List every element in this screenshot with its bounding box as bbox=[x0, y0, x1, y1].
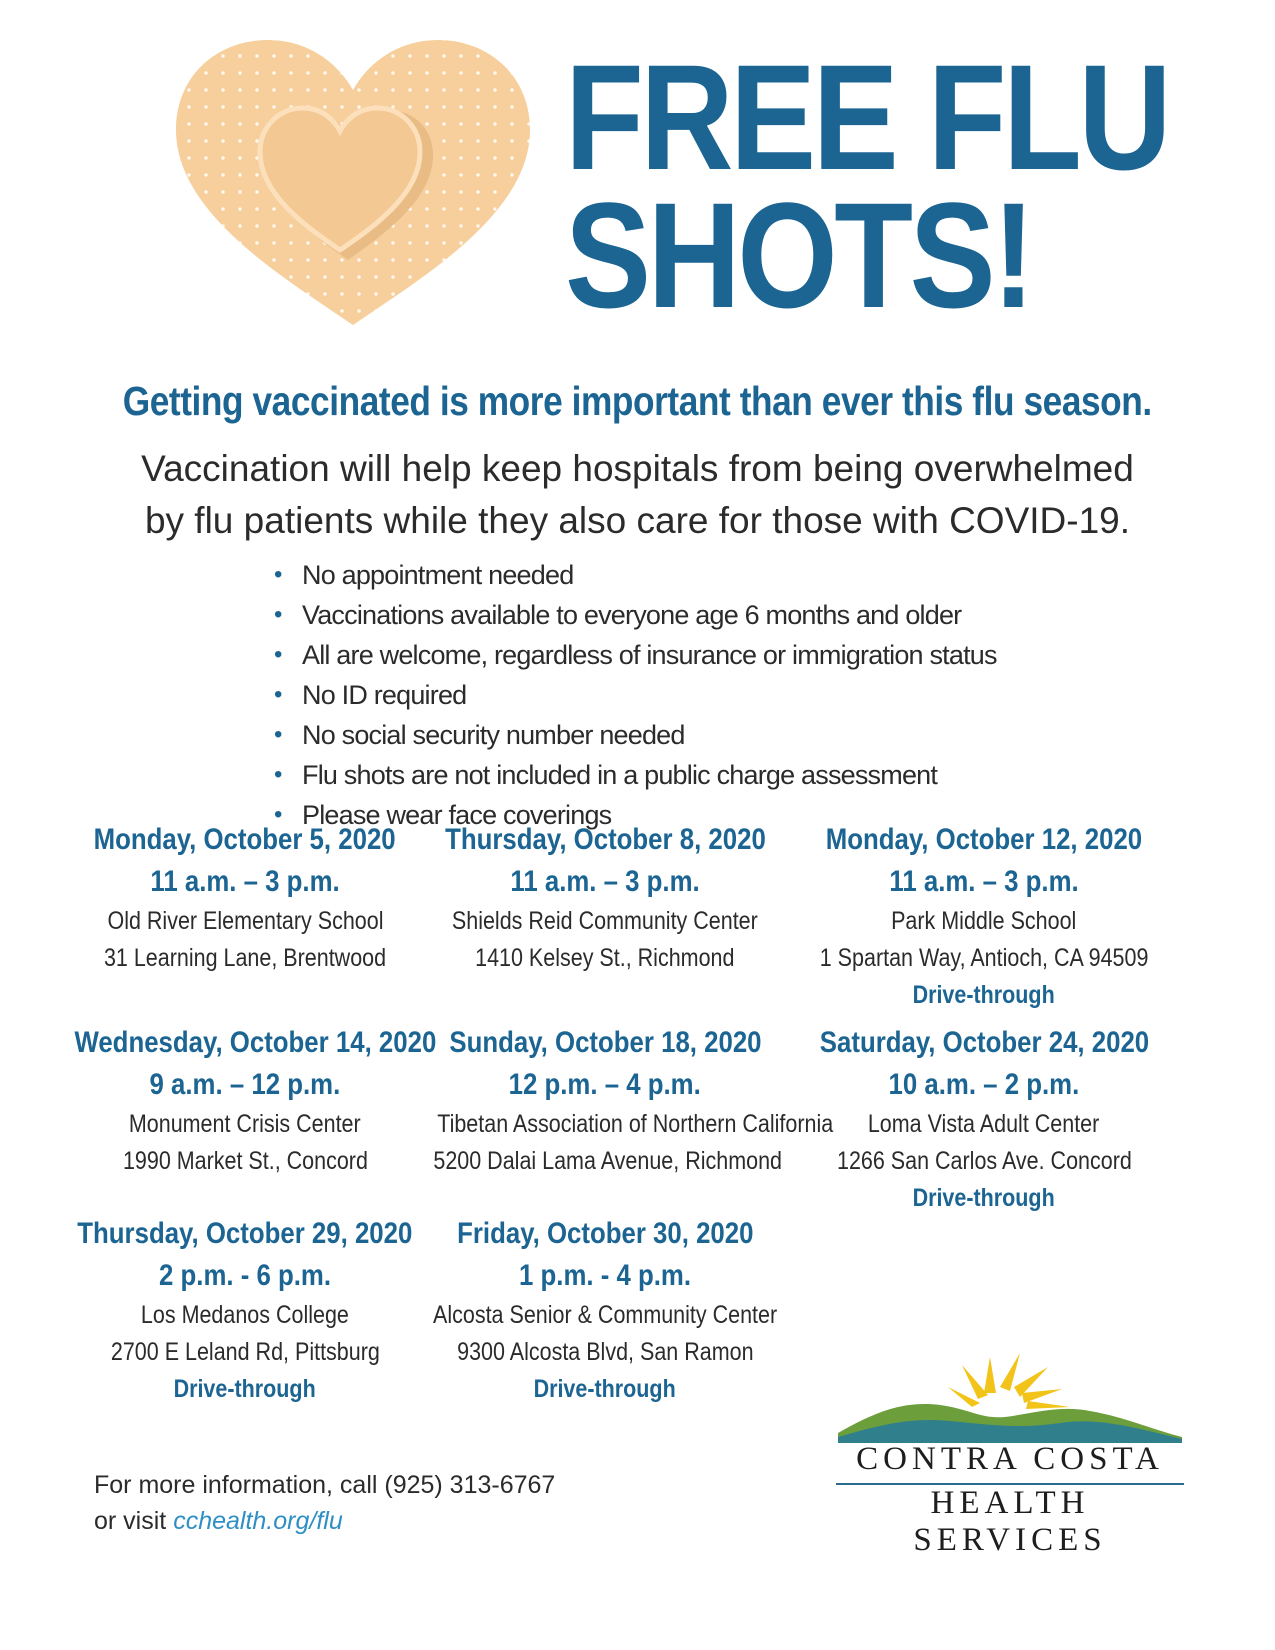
sun-mountains-logo-icon bbox=[830, 1345, 1190, 1445]
list-item: • Vaccinations available to everyone age 6 months and older bbox=[272, 595, 997, 635]
event-address: 5200 Dalai Lama Avenue, Richmond bbox=[433, 1147, 782, 1175]
event-location: Park Middle School bbox=[891, 907, 1077, 935]
contact-info bbox=[94, 1467, 555, 1539]
event-address: 1266 San Carlos Ave. Concord bbox=[836, 1147, 1132, 1175]
event-1 bbox=[45, 819, 445, 977]
event-location: Loma Vista Adult Center bbox=[868, 1110, 1100, 1138]
benefits-list bbox=[272, 555, 997, 835]
headline bbox=[565, 33, 1169, 339]
event-8 bbox=[405, 1213, 805, 1408]
bandage-heart-icon bbox=[168, 35, 538, 335]
event-location: Shields Reid Community Center bbox=[452, 907, 758, 935]
event-location: Los Medanos College bbox=[141, 1301, 349, 1329]
website-link[interactable]: cchealth.org/flu bbox=[173, 1507, 343, 1535]
logo-line2: HEALTH SERVICES bbox=[913, 1485, 1107, 1558]
event-day: Sunday, October 18, 2020 bbox=[448, 1026, 762, 1059]
event-time: 10 a.m. – 2 p.m. bbox=[888, 1068, 1080, 1101]
event-day: Monday, October 12, 2020 bbox=[825, 823, 1143, 856]
event-3 bbox=[784, 819, 1184, 1014]
event-day: Friday, October 30, 2020 bbox=[456, 1217, 754, 1250]
contra-costa-logo bbox=[830, 1345, 1190, 1558]
contact-phone: For more information, call (925) 313-6767 bbox=[94, 1471, 556, 1499]
contact-web: or visit cchealth.org/flu bbox=[94, 1507, 343, 1535]
event-address: 1 Spartan Way, Antioch, CA 94509 bbox=[819, 944, 1149, 972]
list-item: • Flu shots are not included in a public charge assessment bbox=[272, 755, 997, 795]
list-item: • Please wear face coverings bbox=[272, 795, 997, 835]
event-location: Old River Elementary School bbox=[106, 907, 384, 935]
event-time: 9 a.m. – 12 p.m. bbox=[149, 1068, 341, 1101]
event-2 bbox=[405, 819, 805, 977]
event-time: 1 p.m. - 4 p.m. bbox=[518, 1259, 692, 1292]
event-day: Monday, October 5, 2020 bbox=[93, 823, 397, 856]
event-address: 1410 Kelsey St., Richmond bbox=[475, 944, 735, 972]
event-address: 9300 Alcosta Blvd, San Ramon bbox=[456, 1338, 754, 1366]
event-note: Drive-through bbox=[912, 1184, 1056, 1212]
event-note: Drive-through bbox=[912, 981, 1056, 1009]
event-time: 11 a.m. – 3 p.m. bbox=[150, 865, 340, 898]
list-item: • All are welcome, regardless of insurance or immigration status bbox=[272, 635, 997, 675]
event-time: 12 p.m. – 4 p.m. bbox=[508, 1068, 702, 1101]
event-note: Drive-through bbox=[173, 1375, 317, 1403]
event-5 bbox=[405, 1022, 834, 1180]
headline-line1: FREE FLU bbox=[565, 33, 1169, 201]
event-time: 2 p.m. - 6 p.m. bbox=[158, 1259, 332, 1292]
event-time: 11 a.m. – 3 p.m. bbox=[889, 865, 1079, 898]
event-location: Monument Crisis Center bbox=[129, 1110, 361, 1138]
headline-line2: SHOTS! bbox=[565, 171, 1032, 339]
event-day: Thursday, October 29, 2020 bbox=[77, 1217, 413, 1250]
event-day: Wednesday, October 14, 2020 bbox=[74, 1026, 437, 1059]
event-note: Drive-through bbox=[533, 1375, 677, 1403]
event-6 bbox=[784, 1022, 1184, 1217]
list-item: • No appointment needed bbox=[272, 555, 997, 595]
event-location: Tibetan Association of Northern California bbox=[437, 1110, 834, 1138]
lead-paragraph bbox=[0, 443, 1275, 547]
event-4 bbox=[45, 1022, 445, 1180]
lead-line1: Vaccination will help keep hospitals from being overwhelmed bbox=[141, 448, 1134, 489]
event-7 bbox=[45, 1213, 445, 1408]
subheading: Getting vaccinated is more important than ever this flu season. bbox=[122, 378, 1153, 424]
event-address: 31 Learning Lane, Brentwood bbox=[103, 944, 387, 972]
list-item: • No ID required bbox=[272, 675, 997, 715]
event-day: Saturday, October 24, 2020 bbox=[819, 1026, 1149, 1059]
logo-line1: CONTRA COSTA bbox=[856, 1441, 1164, 1477]
event-address: 1990 Market St., Concord bbox=[122, 1147, 368, 1175]
event-time: 11 a.m. – 3 p.m. bbox=[510, 865, 700, 898]
lead-line2: by flu patients while they also care for those with COVID-19. bbox=[144, 500, 1131, 541]
event-location: Alcosta Senior & Community Center bbox=[433, 1301, 778, 1329]
event-day: Thursday, October 8, 2020 bbox=[444, 823, 766, 856]
event-address: 2700 E Leland Rd, Pittsburg bbox=[110, 1338, 380, 1366]
list-item: • No social security number needed bbox=[272, 715, 997, 755]
